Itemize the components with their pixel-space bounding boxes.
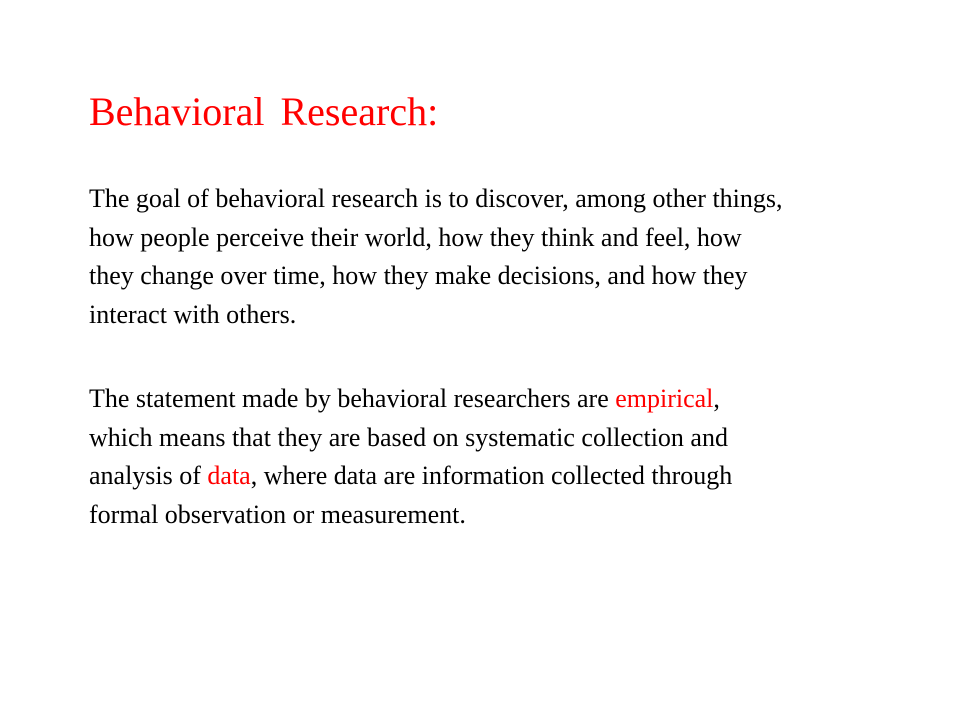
goal-paragraph	[89, 180, 783, 334]
statement-line-3-text: analysis of	[89, 461, 208, 490]
goal-line-4: interact with others.	[89, 299, 297, 329]
statement-line-4: formal observation or measurement.	[89, 499, 466, 529]
statement-line-2: which means that they are based on systematic collection and	[89, 422, 728, 452]
statement-paragraph	[89, 380, 732, 534]
statement-line-1-text: The statement made by behavioral researchers are	[89, 384, 616, 413]
statement-line-1-comma: ,	[713, 384, 720, 413]
statement-line-1	[89, 380, 732, 419]
data-highlight: data	[207, 461, 251, 490]
statement-line-3-rest: , where data are information collected through	[250, 461, 733, 490]
goal-line-2: how people perceive their world, how they think and feel, how	[89, 222, 742, 252]
goal-line-3: they change over time, how they make decisions, and how they	[89, 261, 748, 290]
empirical-highlight: empirical	[615, 384, 714, 413]
goal-line-1: The goal of behavioral research is to discover, among other things,	[89, 184, 783, 213]
slide-title: Behavioral Research:	[89, 89, 439, 134]
statement-line-3	[89, 457, 732, 496]
